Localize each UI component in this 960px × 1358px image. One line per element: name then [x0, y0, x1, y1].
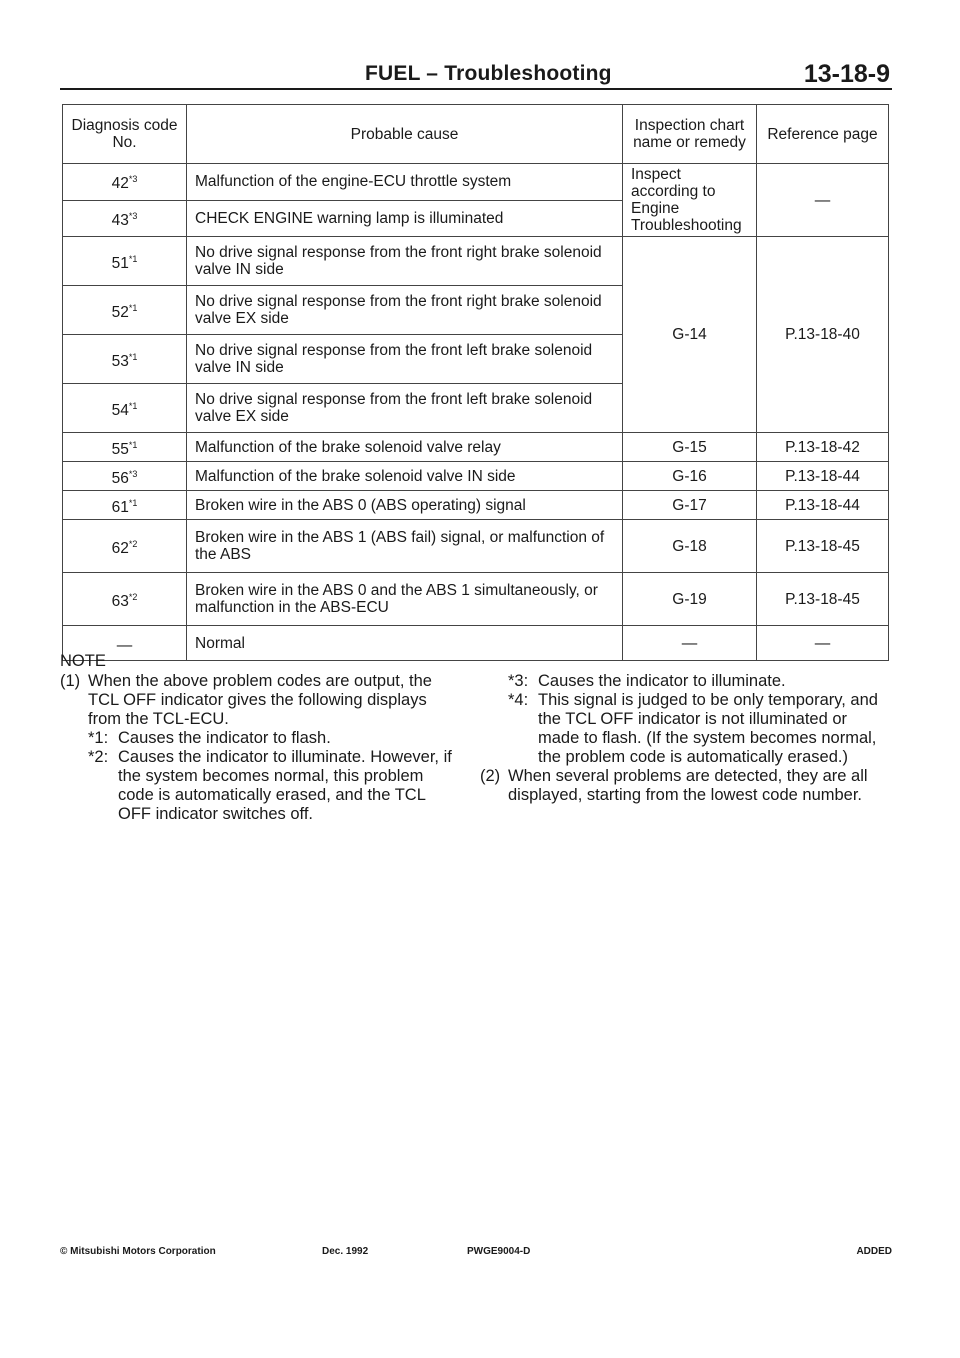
page-footer — [60, 1246, 892, 1262]
section-title: FUEL – Troubleshooting — [365, 62, 612, 85]
code-cell: 52$^{*1}$ — [63, 286, 187, 335]
column-header-code: Diagnosis code No. — [63, 105, 187, 164]
note-paragraph-1 — [60, 672, 458, 729]
cause-cell: Malfunction of the brake solenoid valve relay — [187, 433, 623, 462]
inspection-cell: G-17 — [623, 491, 757, 520]
reference-cell: — — [757, 164, 889, 237]
footnote-marker: *2: — [88, 748, 109, 766]
paragraph-marker: (1) — [60, 672, 81, 690]
header-rule — [60, 88, 892, 90]
footnote-text: This signal is judged to be only temporary, and the TCL OFF indicator is not illuminated or made to flash. (If the system becomes normal, the problem code is automatically erased.) — [538, 691, 878, 766]
footnote-text: Causes the indicator to illuminate. — [538, 672, 786, 690]
footnote-1 — [88, 729, 458, 748]
cause-cell: Malfunction of the engine-ECU throttle system — [187, 164, 623, 201]
column-header-inspection: Inspection chart name or remedy — [623, 105, 757, 164]
cause-cell: Malfunction of the brake solenoid valve IN side — [187, 462, 623, 491]
reference-cell: P.13-18-45 — [757, 573, 889, 626]
table-row — [63, 237, 889, 286]
table-row — [63, 491, 889, 520]
note-left-column — [60, 672, 458, 824]
note-paragraph-2 — [480, 767, 892, 805]
cause-cell: Normal — [187, 626, 623, 661]
diagnosis-table — [62, 104, 889, 661]
code-cell: 56$^{*3}$ — [63, 462, 187, 491]
reference-cell: P.13-18-40 — [757, 237, 889, 433]
cause-cell: No drive signal response from the front right brake solenoid valve EX side — [187, 286, 623, 335]
code-cell: 53$^{*1}$ — [63, 335, 187, 384]
table-row — [63, 573, 889, 626]
footnote-marker: *4: — [508, 691, 529, 709]
code-cell: 43$^{*3}$ — [63, 200, 187, 237]
footnote-marker: *3: — [508, 672, 529, 690]
code-cell: 54$^{*1}$ — [63, 384, 187, 433]
inspection-cell: G-19 — [623, 573, 757, 626]
cause-cell: No drive signal response from the front right brake solenoid valve IN side — [187, 237, 623, 286]
code-cell: 42$^{*3}$ — [63, 164, 187, 201]
column-header-reference: Reference page — [757, 105, 889, 164]
footnote-2 — [88, 748, 458, 824]
cause-cell: Broken wire in the ABS 0 and the ABS 1 simultaneously, or malfunction in the ABS-ECU — [187, 573, 623, 626]
table-row — [63, 462, 889, 491]
footnote-4 — [508, 691, 892, 767]
code-cell: 63$^{*2}$ — [63, 573, 187, 626]
footnote-text: Causes the indicator to flash. — [118, 729, 331, 747]
inspection-cell: G-18 — [623, 520, 757, 573]
reference-cell: P.13-18-44 — [757, 462, 889, 491]
table-row — [63, 520, 889, 573]
document-id: PWGE9004-D — [467, 1246, 531, 1257]
footnote-3 — [508, 672, 892, 691]
cause-cell: Broken wire in the ABS 0 (ABS operating) signal — [187, 491, 623, 520]
cause-cell: CHECK ENGINE warning lamp is illuminated — [187, 200, 623, 237]
inspection-cell: — — [623, 626, 757, 661]
inspection-cell: G-16 — [623, 462, 757, 491]
cause-cell: Broken wire in the ABS 1 (ABS fail) signal, or malfunction of the ABS — [187, 520, 623, 573]
inspection-cell: G-15 — [623, 433, 757, 462]
note-title: NOTE — [60, 652, 106, 670]
cause-cell: No drive signal response from the front left brake solenoid valve EX side — [187, 384, 623, 433]
revision-status: ADDED — [856, 1246, 892, 1257]
table-row — [63, 164, 889, 201]
table-header-row — [63, 105, 889, 164]
table-row — [63, 626, 889, 661]
paragraph-text: When the above problem codes are output, the TCL OFF indicator gives the following displays from the TCL-ECU. — [88, 672, 432, 728]
page-number: 13-18-9 — [803, 60, 890, 88]
note-right-column — [480, 672, 892, 805]
reference-cell: P.13-18-42 — [757, 433, 889, 462]
cause-cell: No drive signal response from the front left brake solenoid valve IN side — [187, 335, 623, 384]
table-row — [63, 433, 889, 462]
inspection-cell: Inspect according to Engine Troubleshooting — [623, 164, 757, 237]
reference-cell: — — [757, 626, 889, 661]
copyright-text: © Mitsubishi Motors Corporation — [60, 1246, 216, 1257]
column-header-cause: Probable cause — [187, 105, 623, 164]
code-cell: 62$^{*2}$ — [63, 520, 187, 573]
code-cell: 61$^{*1}$ — [63, 491, 187, 520]
footnote-text: Causes the indicator to illuminate. However, if the system becomes normal, this problem code is automatically erased, and the TCL OFF indicator switches off. — [118, 748, 452, 823]
footnote-marker: *1: — [88, 729, 109, 747]
inspection-cell: G-14 — [623, 237, 757, 433]
code-cell: 55$^{*1}$ — [63, 433, 187, 462]
reference-cell: P.13-18-44 — [757, 491, 889, 520]
publication-date: Dec. 1992 — [322, 1246, 369, 1257]
reference-cell: P.13-18-45 — [757, 520, 889, 573]
code-cell: 51$^{*1}$ — [63, 237, 187, 286]
paragraph-marker: (2) — [480, 767, 501, 785]
paragraph-text: When several problems are detected, they are all displayed, starting from the lowest code number. — [508, 767, 868, 804]
code-cell: — — [63, 626, 187, 661]
